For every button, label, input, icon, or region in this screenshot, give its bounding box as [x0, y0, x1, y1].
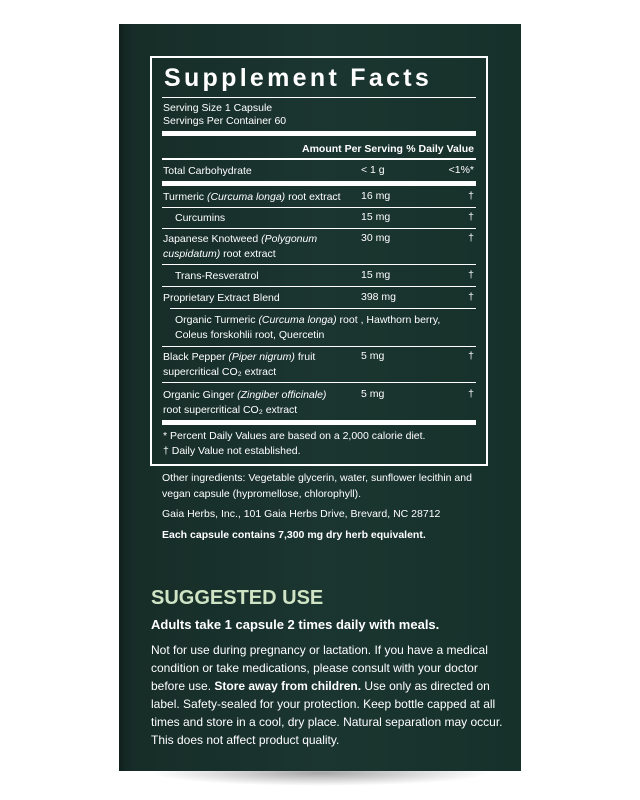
warnings-text [151, 641, 503, 749]
nutrient-name-line2: root supercritical CO₂ extract [163, 404, 298, 416]
nutrient-amount: 16 mg [361, 190, 391, 202]
rule [162, 346, 476, 347]
header-rule [162, 158, 476, 160]
other-ingredients-line2: vegan capsule (hypromellose, chlorophyll). [162, 488, 362, 500]
nutrient-name-line2: supercritical CO₂ extract [163, 366, 277, 378]
nutrient-name: Japanese Knotweed (Polygonum [163, 233, 318, 245]
serving-size: Serving Size 1 Capsule [163, 102, 273, 114]
thick-rule [162, 131, 476, 136]
nutrient-name: Curcumins [175, 212, 226, 224]
nutrient-amount: 5 mg [361, 350, 385, 362]
nutrient-dv: † [468, 388, 474, 400]
suggested-use-directions: Adults take 1 capsule 2 times daily with meals. [151, 617, 440, 632]
nutrient-amount: 15 mg [361, 211, 391, 223]
nutrient-amount: 15 mg [361, 269, 391, 281]
nutrient-name-line2: cuspidatum) root extract [163, 248, 276, 260]
footnote-daily-values: * Percent Daily Values are based on a 2,000 calorie diet. [163, 430, 426, 442]
rule [162, 286, 476, 287]
nutrient-dv: <1%* [448, 164, 474, 176]
nutrient-name: Total Carbohydrate [163, 165, 252, 177]
supplement-facts-panel [150, 56, 488, 466]
rule [170, 308, 476, 309]
nutrient-dv: † [468, 211, 474, 223]
nutrient-dv: † [468, 350, 474, 362]
rule [162, 264, 476, 265]
nutrient-name: Organic Turmeric (Curcuma longa) root , Hawthorn berry, [175, 314, 441, 326]
nutrient-name: Proprietary Extract Blend [163, 292, 280, 304]
other-ingredients: Other ingredients: Vegetable glycerin, water, sunflower lecithin and [162, 472, 472, 484]
rule [162, 97, 476, 98]
nutrient-dv: † [468, 269, 474, 281]
rule [162, 207, 476, 208]
nutrient-name: Turmeric (Curcuma longa) root extract [163, 191, 341, 203]
nutrient-name-line2: Coleus forskohlii root, Quercetin [175, 329, 325, 341]
nutrient-dv: † [468, 232, 474, 244]
nutrient-name: Organic Ginger (Zingiber officinale) [163, 389, 327, 401]
col-daily-value-header: % Daily Value [406, 143, 474, 155]
nutrient-amount: 398 mg [361, 291, 397, 303]
warning-line: before use. Store away from children. Use only as directed on [151, 679, 490, 693]
servings-per-container: Servings Per Container 60 [163, 115, 287, 127]
box-edge-shading [119, 24, 131, 771]
manufacturer-address: Gaia Herbs, Inc., 101 Gaia Herbs Drive, Brevard, NC 28712 [162, 508, 441, 520]
warning-line: label. Safety-sealed for your protection. Keep bottle capped at all [151, 697, 496, 711]
warning-line: Not for use during pregnancy or lactation. If you have a medical [151, 643, 488, 657]
nutrient-amount: 30 mg [361, 232, 391, 244]
warning-line: condition or take medications, please consult with your doctor [151, 661, 478, 675]
thick-rule [162, 420, 476, 425]
suggested-use-heading: SUGGESTED USE [151, 587, 324, 609]
footnote-not-established: † Daily Value not established. [163, 445, 301, 457]
col-amount-header: Amount Per Serving [302, 143, 403, 155]
rule [162, 228, 476, 229]
panel-title: Supplement Facts [164, 64, 433, 92]
warning-line: This does not affect product quality. [151, 733, 340, 747]
nutrient-dv: † [468, 190, 474, 202]
nutrient-amount: < 1 g [361, 164, 385, 176]
nutrient-dv: † [468, 291, 474, 303]
thick-rule [162, 181, 476, 186]
herb-equivalent: Each capsule contains 7,300 mg dry herb equivalent. [162, 529, 426, 541]
warning-line: times and store in a cool, dry place. Natural separation may occur. [151, 715, 503, 729]
nutrient-name: Black Pepper (Piper nigrum) fruit [163, 351, 316, 363]
nutrient-name: Trans-Resveratrol [175, 270, 259, 282]
rule [162, 382, 476, 383]
nutrient-amount: 5 mg [361, 388, 385, 400]
